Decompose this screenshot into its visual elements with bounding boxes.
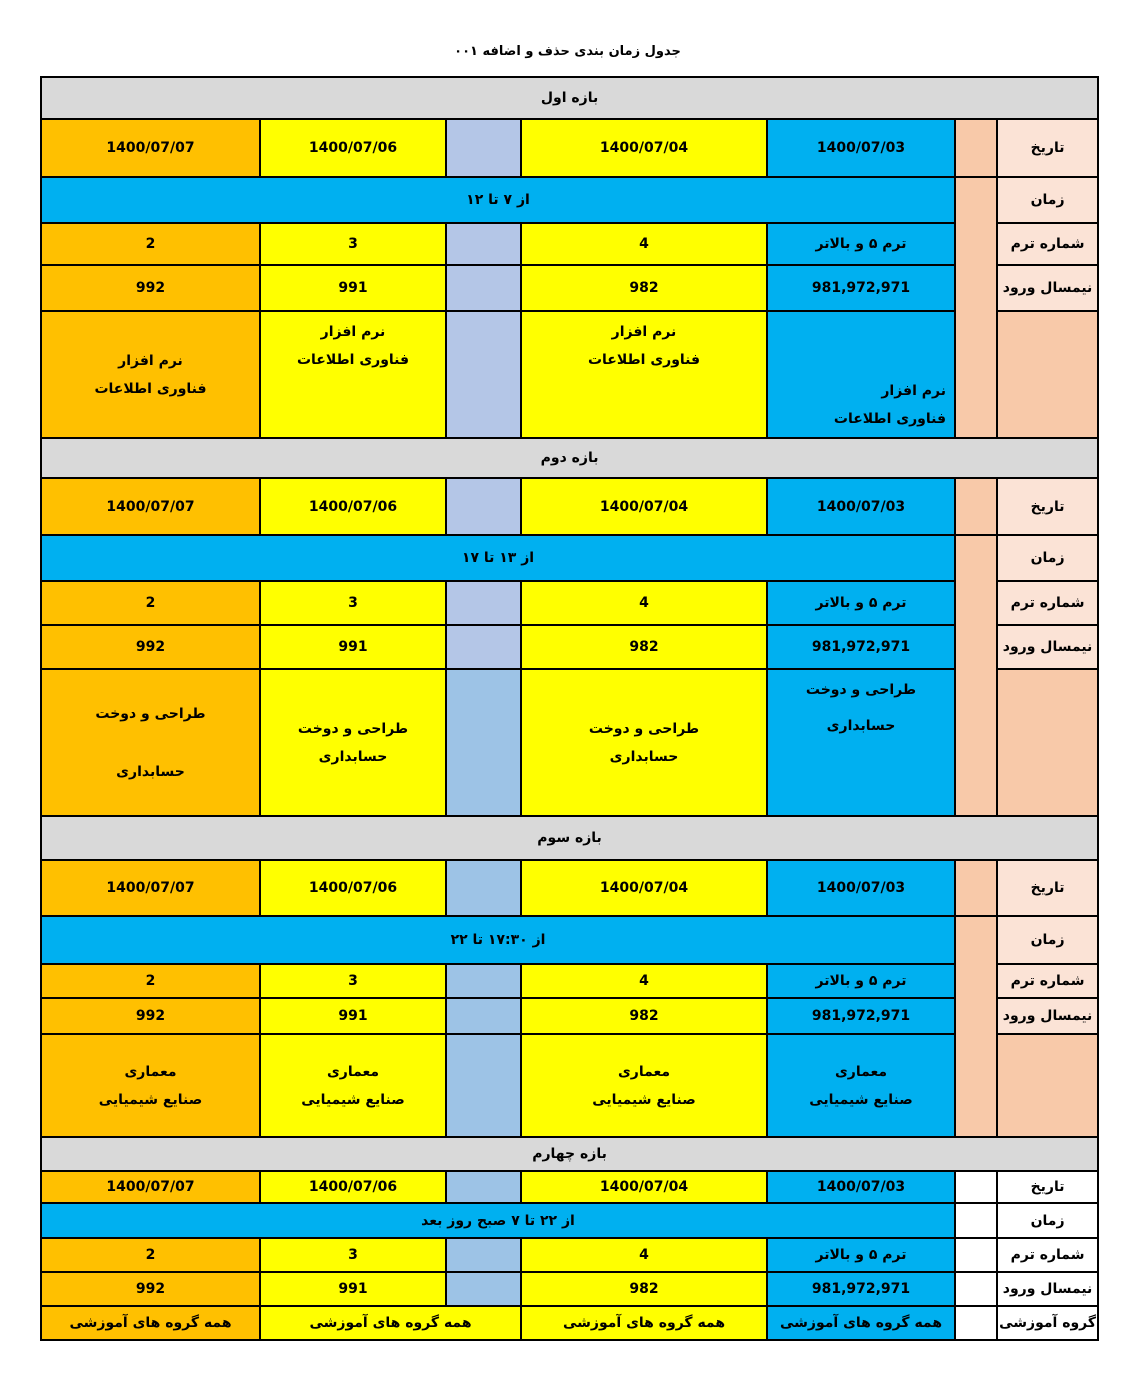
page-title: جدول زمان بندی حذف و اضافه ۰۰۱ bbox=[454, 44, 681, 59]
group-cell bbox=[41, 669, 260, 816]
group-line: فناوری اطلاعات bbox=[587, 352, 701, 368]
label-entry: نیمسال ورود bbox=[997, 998, 1098, 1034]
label-time: زمان bbox=[997, 535, 1098, 581]
date-cell: 1400/07/06 bbox=[260, 1171, 446, 1203]
group-line: طراحی و دوخت bbox=[95, 705, 206, 722]
date-cell: 1400/07/07 bbox=[41, 119, 260, 177]
group-line: حسابداری bbox=[116, 763, 185, 780]
group-all-cell: همه گروه های آموزشی bbox=[521, 1306, 767, 1340]
section-3-header-row bbox=[41, 816, 1098, 860]
label-date: تاریخ bbox=[997, 478, 1098, 535]
entry-cell: 982 bbox=[521, 998, 767, 1034]
entry-cell: 991 bbox=[260, 1272, 446, 1306]
group-row bbox=[41, 669, 1098, 816]
label-term: شماره ترم bbox=[997, 223, 1098, 265]
separator-cell bbox=[955, 177, 997, 438]
spacer-cell bbox=[446, 119, 521, 177]
term-row bbox=[41, 223, 1098, 265]
entry-cell: 981,972,971 bbox=[767, 998, 955, 1034]
time-cell: از ۲۲ تا ۷ صبح روز بعد bbox=[41, 1203, 955, 1238]
spacer-cell bbox=[446, 311, 521, 438]
separator-cell bbox=[997, 669, 1098, 816]
entry-row bbox=[41, 265, 1098, 311]
group-line: معماری bbox=[326, 1063, 380, 1080]
date-cell: 1400/07/07 bbox=[41, 478, 260, 535]
date-cell: 1400/07/06 bbox=[260, 478, 446, 535]
entry-row bbox=[41, 1272, 1098, 1306]
spacer-cell bbox=[446, 223, 521, 265]
group-line: نرم افزار bbox=[118, 352, 183, 369]
separator-cell bbox=[955, 1171, 997, 1203]
group-line: طراحی و دوخت bbox=[297, 720, 409, 737]
label-time: زمان bbox=[997, 177, 1098, 223]
term-cell: ترم ۵ و بالاتر bbox=[767, 964, 955, 998]
date-row bbox=[41, 478, 1098, 535]
separator-cell bbox=[955, 1306, 997, 1340]
term-cell: 4 bbox=[521, 964, 767, 998]
group-line: حسابداری bbox=[826, 718, 896, 734]
date-cell: 1400/07/06 bbox=[260, 119, 446, 177]
group-line: صنایع شیمیایی bbox=[809, 1091, 913, 1108]
term-row bbox=[41, 1238, 1098, 1272]
term-cell: 4 bbox=[521, 1238, 767, 1272]
separator-cell bbox=[955, 916, 997, 1137]
separator-cell bbox=[997, 311, 1098, 438]
group-cell bbox=[767, 669, 955, 816]
entry-cell: 981,972,971 bbox=[767, 265, 955, 311]
label-term: شماره ترم bbox=[997, 1238, 1098, 1272]
section-4-header-row bbox=[41, 1137, 1098, 1171]
term-cell: 2 bbox=[41, 581, 260, 625]
separator-cell bbox=[955, 119, 997, 177]
group-line: نرم افزار bbox=[611, 324, 677, 340]
entry-cell: 981,972,971 bbox=[767, 625, 955, 669]
group-line: صنایع شیمیایی bbox=[301, 1091, 405, 1108]
label-date: تاریخ bbox=[997, 1171, 1098, 1203]
label-term: شماره ترم bbox=[997, 581, 1098, 625]
term-cell: ترم ۵ و بالاتر bbox=[767, 1238, 955, 1272]
entry-cell: 982 bbox=[521, 1272, 767, 1306]
spacer-cell bbox=[446, 625, 521, 669]
time-row bbox=[41, 177, 1098, 223]
section-1-header-row bbox=[41, 77, 1098, 119]
date-cell: 1400/07/04 bbox=[521, 478, 767, 535]
term-cell: 3 bbox=[260, 964, 446, 998]
time-cell: از ۱۷:۳۰ تا ۲۲ bbox=[41, 916, 955, 964]
label-time: زمان bbox=[997, 916, 1098, 964]
label-date: تاریخ bbox=[997, 860, 1098, 916]
entry-cell: 991 bbox=[260, 998, 446, 1034]
group-cell bbox=[260, 311, 446, 438]
spacer-cell bbox=[446, 1171, 521, 1203]
date-cell: 1400/07/03 bbox=[767, 478, 955, 535]
section-title: بازه چهارم bbox=[41, 1137, 1098, 1171]
group-line: حسابداری bbox=[318, 748, 388, 765]
entry-cell: 992 bbox=[41, 265, 260, 311]
group-line: طراحی و دوخت bbox=[588, 720, 700, 737]
entry-row bbox=[41, 998, 1098, 1034]
date-cell: 1400/07/07 bbox=[41, 1171, 260, 1203]
spacer-cell bbox=[446, 964, 521, 998]
group-row bbox=[41, 311, 1098, 438]
separator-cell bbox=[955, 535, 997, 816]
section-title: بازه سوم bbox=[41, 816, 1098, 860]
term-cell: 2 bbox=[41, 964, 260, 998]
term-row bbox=[41, 964, 1098, 998]
date-row bbox=[41, 1171, 1098, 1203]
spacer-cell bbox=[446, 860, 521, 916]
group-cell bbox=[260, 669, 446, 816]
group-line: فناوری اطلاعات bbox=[296, 352, 410, 368]
label-date: تاریخ bbox=[997, 119, 1098, 177]
date-cell: 1400/07/06 bbox=[260, 860, 446, 916]
separator-cell bbox=[955, 478, 997, 535]
spacer-cell bbox=[446, 998, 521, 1034]
label-time: زمان bbox=[997, 1203, 1098, 1238]
label-entry: نیمسال ورود bbox=[997, 1272, 1098, 1306]
section-2-header-row bbox=[41, 438, 1098, 478]
group-cell bbox=[521, 1034, 767, 1137]
date-cell: 1400/07/03 bbox=[767, 1171, 955, 1203]
group-line: صنایع شیمیایی bbox=[592, 1091, 696, 1108]
group-row bbox=[41, 1034, 1098, 1137]
group-line: معماری bbox=[834, 1063, 888, 1080]
date-cell: 1400/07/07 bbox=[41, 860, 260, 916]
entry-cell: 992 bbox=[41, 998, 260, 1034]
group-line: طراحی و دوخت bbox=[805, 682, 917, 698]
group-cell bbox=[521, 669, 767, 816]
spacer-cell bbox=[446, 478, 521, 535]
term-cell: 3 bbox=[260, 581, 446, 625]
group-cell bbox=[41, 1034, 260, 1137]
separator-cell bbox=[955, 860, 997, 916]
entry-cell: 992 bbox=[41, 1272, 260, 1306]
group-cell bbox=[41, 311, 260, 438]
term-cell: 4 bbox=[521, 223, 767, 265]
group-all-cell: همه گروه های آموزشی bbox=[41, 1306, 260, 1340]
term-cell: 4 bbox=[521, 581, 767, 625]
label-group: گروه آموزشی bbox=[997, 1306, 1098, 1340]
group-line: معماری bbox=[617, 1063, 671, 1080]
separator-cell bbox=[955, 1203, 997, 1238]
group-cell bbox=[767, 1034, 955, 1137]
group-cell bbox=[260, 1034, 446, 1137]
term-cell: 2 bbox=[41, 223, 260, 265]
group-line: صنایع شیمیایی bbox=[98, 1091, 203, 1108]
entry-cell: 991 bbox=[260, 265, 446, 311]
spacer-cell bbox=[446, 581, 521, 625]
term-cell: ترم ۵ و بالاتر bbox=[767, 581, 955, 625]
group-line: نرم افزار bbox=[320, 324, 386, 340]
label-entry: نیمسال ورود bbox=[997, 265, 1098, 311]
spacer-cell bbox=[446, 265, 521, 311]
separator-cell bbox=[997, 1034, 1098, 1137]
group-row bbox=[41, 1306, 1098, 1340]
entry-row bbox=[41, 625, 1098, 669]
date-row bbox=[41, 119, 1098, 177]
separator-cell bbox=[955, 1272, 997, 1306]
time-row bbox=[41, 535, 1098, 581]
group-line: فناوری اطلاعات bbox=[833, 411, 946, 427]
group-all-cell: همه گروه های آموزشی bbox=[260, 1306, 521, 1340]
time-row bbox=[41, 1203, 1098, 1238]
date-cell: 1400/07/04 bbox=[521, 119, 767, 177]
time-cell: از ۷ تا ۱۲ bbox=[41, 177, 955, 223]
label-term: شماره ترم bbox=[997, 964, 1098, 998]
date-row bbox=[41, 860, 1098, 916]
group-cell bbox=[521, 311, 767, 438]
entry-cell: 982 bbox=[521, 625, 767, 669]
term-row bbox=[41, 581, 1098, 625]
spacer-cell bbox=[446, 669, 521, 816]
term-cell: 3 bbox=[260, 223, 446, 265]
group-all-cell: همه گروه های آموزشی bbox=[767, 1306, 955, 1340]
entry-cell: 991 bbox=[260, 625, 446, 669]
spacer-cell bbox=[446, 1238, 521, 1272]
entry-cell: 982 bbox=[521, 265, 767, 311]
date-cell: 1400/07/03 bbox=[767, 119, 955, 177]
separator-cell bbox=[955, 1238, 997, 1272]
date-cell: 1400/07/03 bbox=[767, 860, 955, 916]
spacer-cell bbox=[446, 1034, 521, 1137]
group-line: فناوری اطلاعات bbox=[94, 380, 207, 397]
spacer-cell bbox=[446, 1272, 521, 1306]
section-title: بازه دوم bbox=[41, 438, 1098, 478]
term-cell: ترم ۵ و بالاتر bbox=[767, 223, 955, 265]
schedule-table bbox=[40, 76, 1099, 1341]
label-entry: نیمسال ورود bbox=[997, 625, 1098, 669]
term-cell: 2 bbox=[41, 1238, 260, 1272]
section-title: بازه اول bbox=[41, 77, 1098, 119]
group-line: حسابداری bbox=[609, 748, 679, 765]
group-line: نرم افزار bbox=[881, 383, 946, 399]
entry-cell: 981,972,971 bbox=[767, 1272, 955, 1306]
time-cell: از ۱۳ تا ۱۷ bbox=[41, 535, 955, 581]
date-cell: 1400/07/04 bbox=[521, 860, 767, 916]
group-line: معماری bbox=[124, 1063, 177, 1080]
term-cell: 3 bbox=[260, 1238, 446, 1272]
group-cell bbox=[767, 311, 955, 438]
time-row bbox=[41, 916, 1098, 964]
entry-cell: 992 bbox=[41, 625, 260, 669]
date-cell: 1400/07/04 bbox=[521, 1171, 767, 1203]
